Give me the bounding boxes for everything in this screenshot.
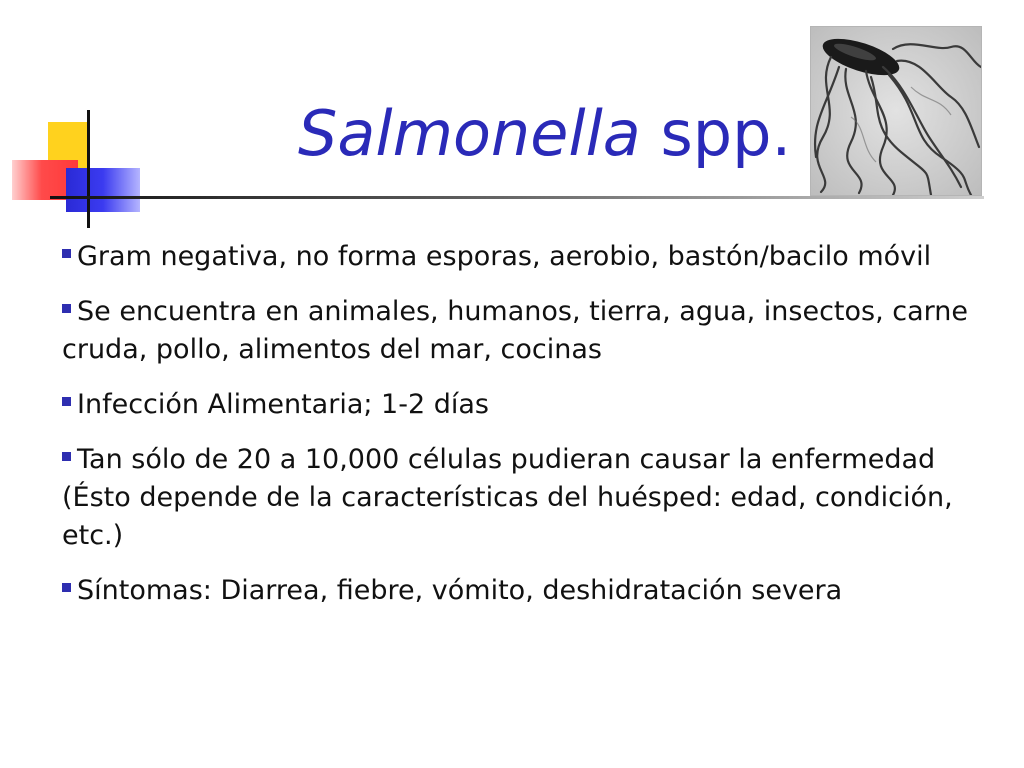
- list-item: [62, 293, 992, 369]
- list-item: [62, 238, 992, 276]
- title-genus: Salmonella: [298, 97, 641, 170]
- list-item: [62, 386, 992, 424]
- list-item: [62, 441, 992, 555]
- square-bullet-icon: [62, 397, 71, 406]
- blue-square-decoration: [66, 168, 140, 212]
- horizontal-divider-line: [50, 196, 984, 199]
- bullet-text: Síntomas: Diarrea, fiebre, vómito, deshidratación severa: [77, 575, 843, 606]
- bacteria-micrograph-image: [810, 26, 982, 196]
- square-bullet-icon: [62, 249, 71, 258]
- title-species: spp.: [640, 97, 792, 170]
- bacteria-micrograph-icon: [811, 27, 981, 195]
- slide-title: [298, 94, 791, 174]
- square-bullet-icon: [62, 304, 71, 313]
- list-item: [62, 572, 992, 610]
- vertical-divider-line: [87, 110, 90, 228]
- bullet-text: Tan sólo de 20 a 10,000 células pudieran causar la enfermedad (Ésto depende de la características del huésped: edad, condición, etc.): [62, 444, 953, 551]
- square-bullet-icon: [62, 452, 71, 461]
- bullet-text: Infección Alimentaria; 1-2 días: [77, 389, 489, 420]
- bullet-text: Gram negativa, no forma esporas, aerobio, bastón/bacilo móvil: [77, 241, 932, 272]
- bullet-list: [62, 238, 992, 627]
- bullet-text: Se encuentra en animales, humanos, tierra, agua, insectos, carne cruda, pollo, alimentos del mar, cocinas: [62, 296, 968, 365]
- square-bullet-icon: [62, 583, 71, 592]
